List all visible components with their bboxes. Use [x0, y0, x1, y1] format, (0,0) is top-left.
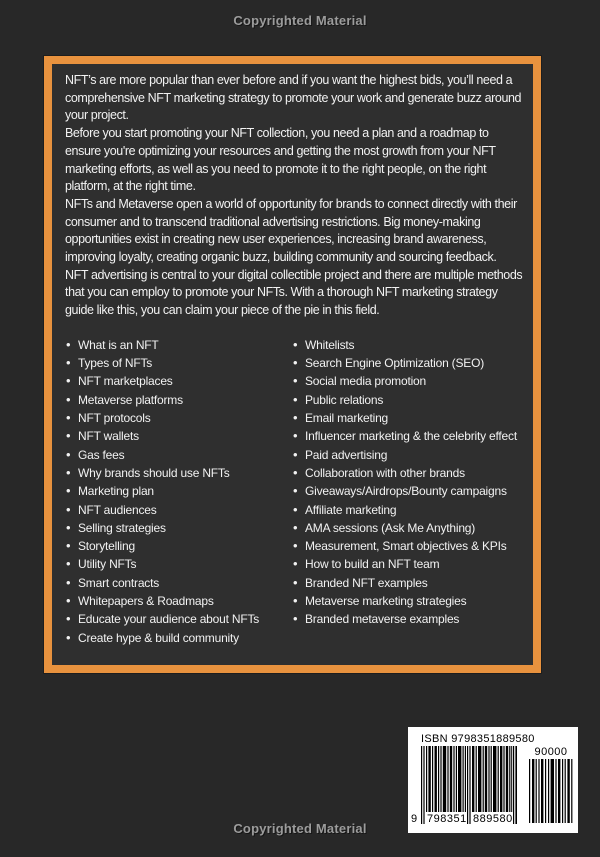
- blurb-paragraph: NFTs and Metaverse open a world of opportunity for brands to connect directly with their consumer and to transcend traditional advertising restrictions. Big money-making opportunities exist in creating new user experiences, increasing brand awareness, improving loyalty, creating organic buzz, building community and sourcing feedback.: [65, 196, 517, 265]
- topic-item: • What is an NFT: [65, 336, 292, 354]
- copyright-banner-bottom: Copyrighted Material: [233, 821, 367, 836]
- barcode-digits-group2: 889580: [473, 813, 513, 825]
- topic-item: • Influencer marketing & the celebrity effect: [292, 427, 525, 445]
- topic-item: • Collaboration with other brands: [292, 464, 525, 482]
- topics-columns: [65, 336, 525, 647]
- topic-item: • Measurement, Smart objectives & KPIs: [292, 537, 525, 555]
- topic-item: • Paid advertising: [292, 446, 525, 464]
- barcode-panel: [408, 727, 578, 833]
- topic-item: • Create hype & build community: [65, 629, 292, 647]
- barcode-row: [408, 746, 578, 824]
- topic-item: • Metaverse platforms: [65, 391, 292, 409]
- topic-item: • Giveaways/Airdrops/Bounty campaigns: [292, 482, 525, 500]
- topic-item: • Why brands should use NFTs: [65, 464, 292, 482]
- supplement-barcode-icon: [529, 759, 573, 823]
- topic-item: • Whitelists: [292, 336, 525, 354]
- topic-item: • Metaverse marketing strategies: [292, 592, 525, 610]
- topic-item: • Smart contracts: [65, 574, 292, 592]
- topic-item: • Educate your audience about NFTs: [65, 610, 292, 628]
- topics-list-right: [292, 336, 525, 647]
- barcode-digits-group1: 798351: [427, 813, 467, 825]
- barcode-digit-prefix: 9: [411, 813, 418, 825]
- isbn-label: ISBN 9798351889580: [421, 733, 535, 745]
- topic-item: • AMA sessions (Ask Me Anything): [292, 519, 525, 537]
- topic-item: • How to build an NFT team: [292, 555, 525, 573]
- blurb-paragraph: Before you start promoting your NFT collection, you need a plan and a roadmap to ensure you're optimizing your resources and getting the most growth from your NFT marketing efforts, as well as you need to promote it to the right people, on the right platform, at the right time.: [65, 126, 496, 194]
- topic-item: • Gas fees: [65, 446, 292, 464]
- back-cover-panel: [44, 56, 541, 673]
- supplement-barcode: [529, 746, 573, 824]
- topic-item: • NFT audiences: [65, 501, 292, 519]
- topic-item: • Social media promotion: [292, 372, 525, 390]
- copyright-banner-top: Copyrighted Material: [233, 13, 367, 28]
- topics-list-left: [65, 336, 292, 647]
- ean13-barcode-icon: [411, 746, 517, 825]
- blurb-text: [65, 72, 525, 320]
- blurb-paragraph: NFT advertising is central to your digital collectible project and there are multiple methods that you can employ to promote your NFTs. With a thorough NFT marketing strategy guide like this, you can claim your piece of the pie in this field.: [65, 267, 523, 318]
- blurb-paragraph: NFT’s are more popular than ever before and if you want the highest bids, you’ll need a comprehensive NFT marketing strategy to promote your work and generate buzz around your project.: [65, 73, 522, 123]
- topic-item: • Public relations: [292, 391, 525, 409]
- topic-item: • Email marketing: [292, 409, 525, 427]
- topic-item: • Branded NFT examples: [292, 574, 525, 592]
- topic-item: • Branded metaverse examples: [292, 610, 525, 628]
- topic-item: • Storytelling: [65, 537, 292, 555]
- topic-item: • NFT marketplaces: [65, 372, 292, 390]
- topic-item: • Marketing plan: [65, 482, 292, 500]
- topic-item: • Search Engine Optimization (SEO): [292, 354, 525, 372]
- topic-item: • Selling strategies: [65, 519, 292, 537]
- topic-item: • NFT protocols: [65, 409, 292, 427]
- price-code-label: 90000: [534, 746, 568, 758]
- topic-item: • Whitepapers & Roadmaps: [65, 592, 292, 610]
- topic-item: • NFT wallets: [65, 427, 292, 445]
- topic-item: • Affiliate marketing: [292, 501, 525, 519]
- topic-item: • Utility NFTs: [65, 555, 292, 573]
- topic-item: • Types of NFTs: [65, 354, 292, 372]
